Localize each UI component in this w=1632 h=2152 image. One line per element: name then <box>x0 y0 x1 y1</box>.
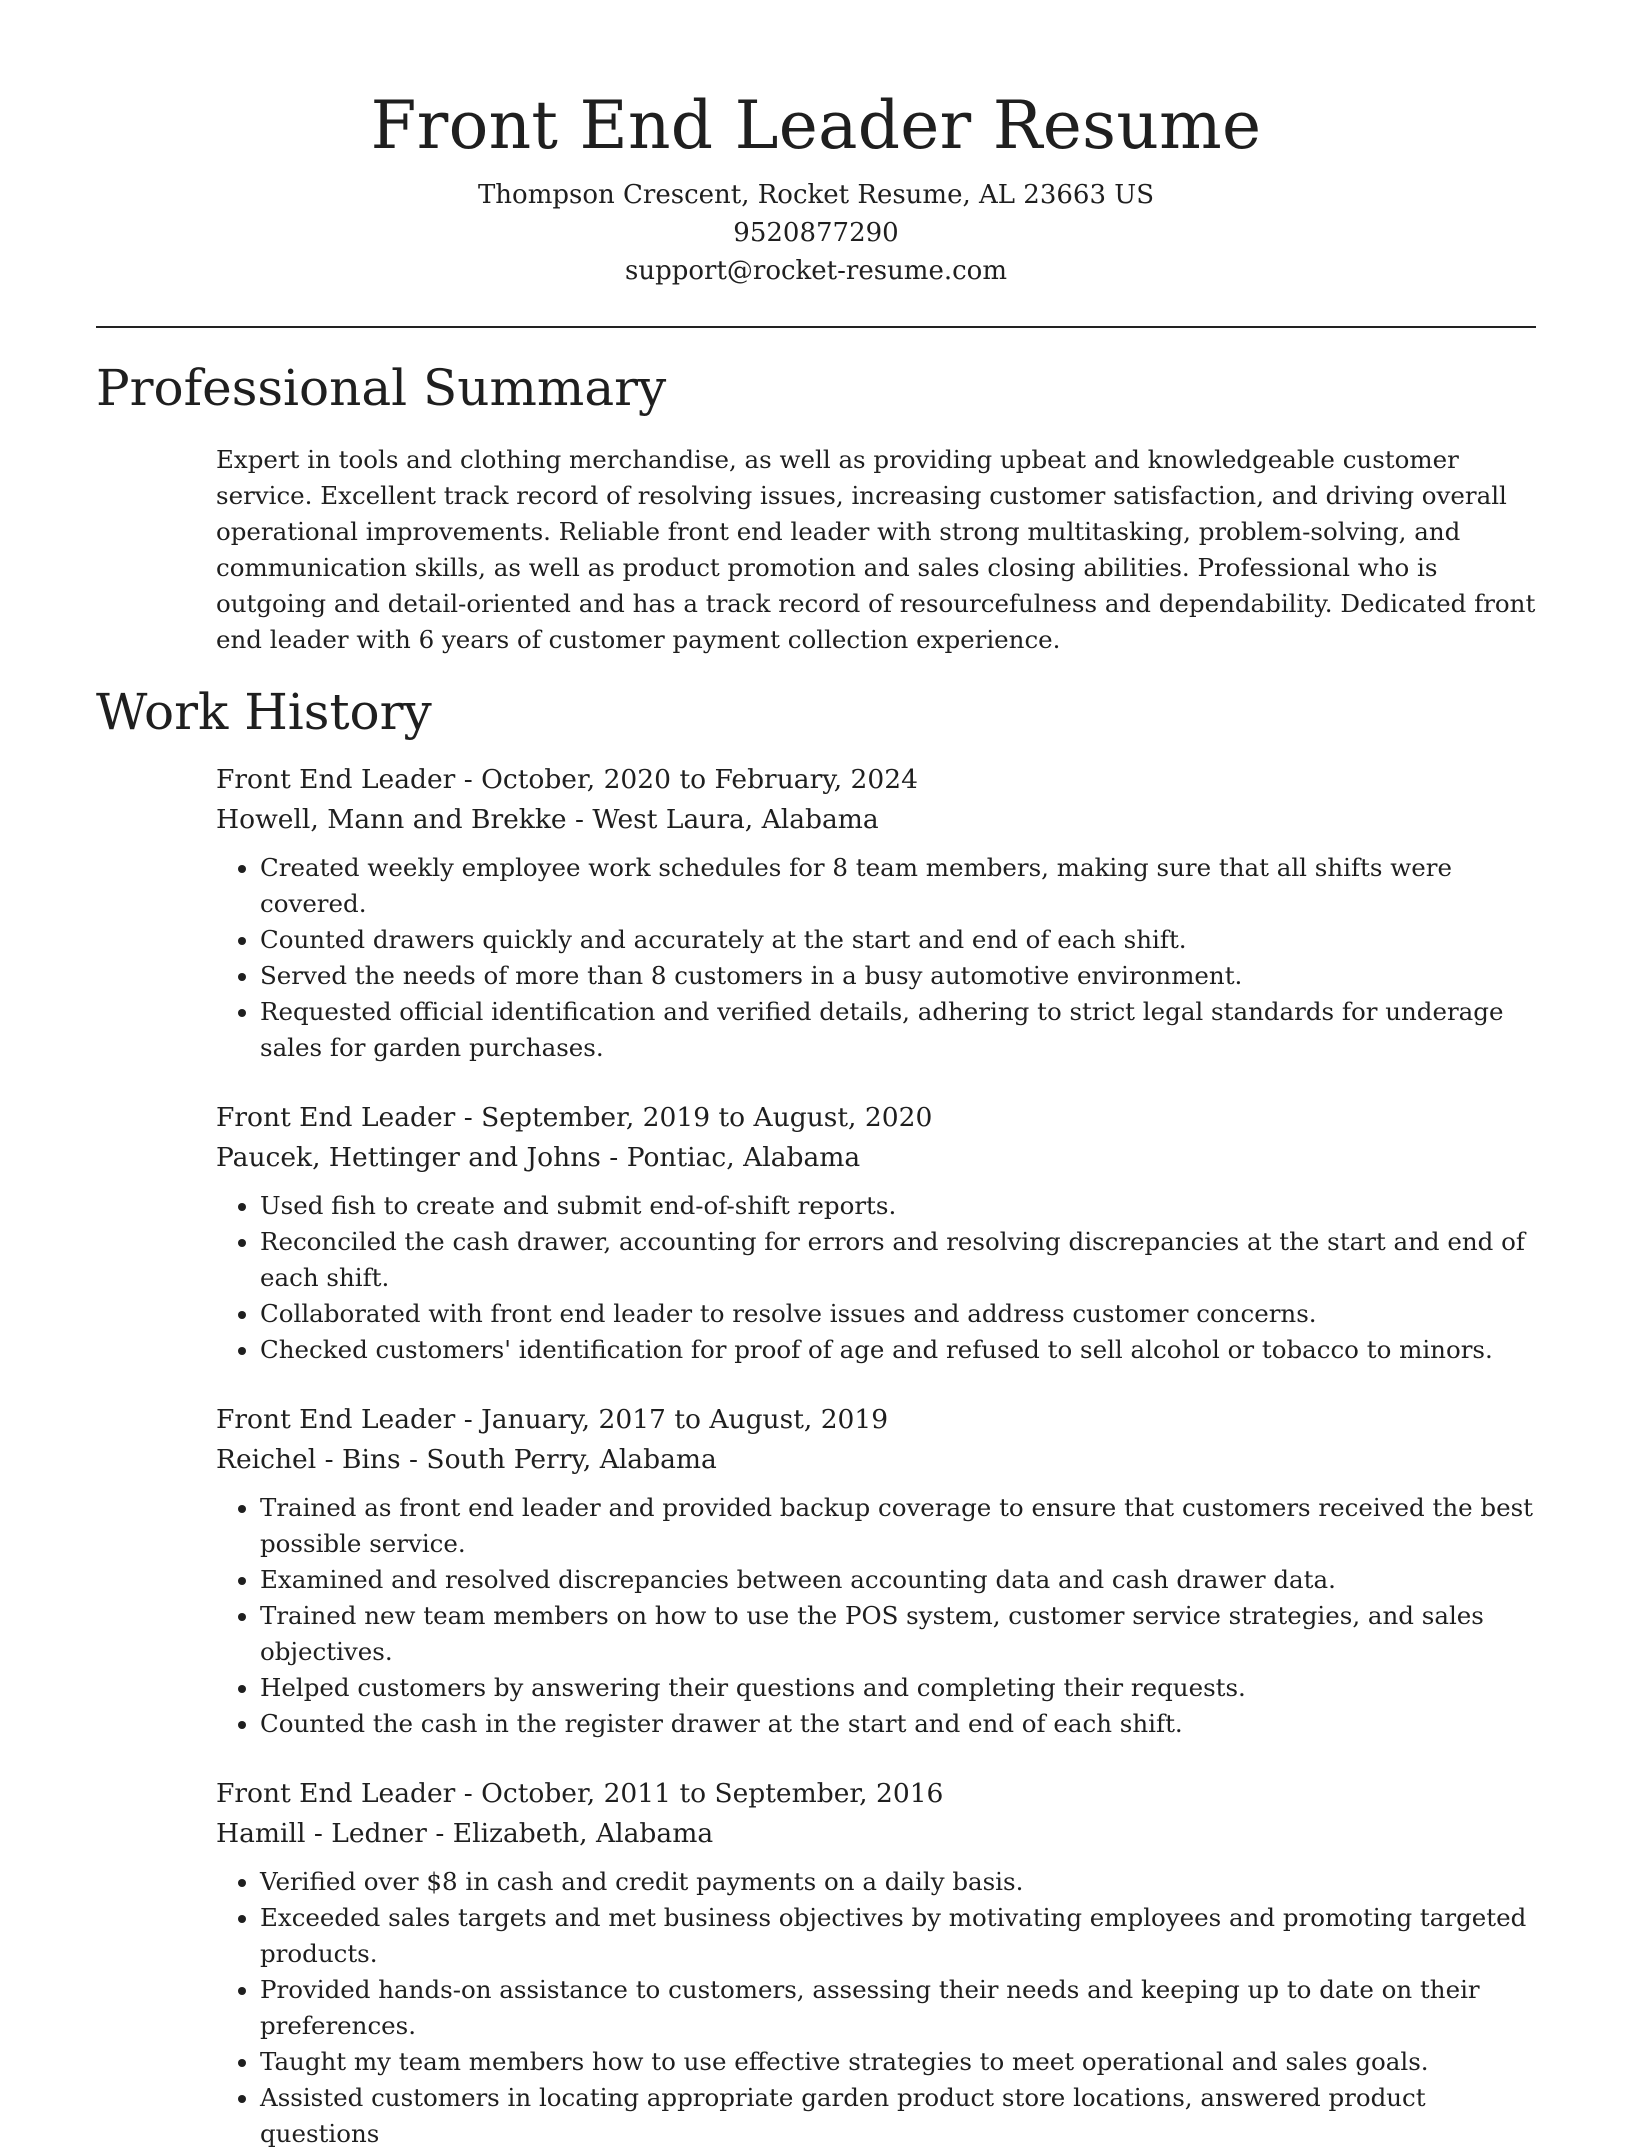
job-location: Pontiac, Alabama <box>626 1142 861 1173</box>
resume-title: Front End Leader Resume <box>370 87 1262 164</box>
job-bullets <box>216 1864 1536 2152</box>
work-history-section <box>96 682 1536 2152</box>
job-company: Howell, Mann and Brekke <box>216 804 567 835</box>
job-dates: September, 2019 to August, 2020 <box>481 1102 933 1133</box>
job-bullet: • Provided hands-on assistance to customers, assessing their needs and keeping up to date on their preferences. <box>260 1972 1536 2044</box>
contact-email: support@rocket-resume.com <box>624 256 1007 286</box>
job-bullet: • Verified over $8 in cash and credit payments on a daily basis. <box>260 1864 1536 1900</box>
job-dates: October, 2020 to February, 2024 <box>481 764 918 795</box>
job-company: Hamill - Ledner <box>216 1818 427 1849</box>
job-location: South Perry, Alabama <box>426 1444 717 1475</box>
job-dates: January, 2017 to August, 2019 <box>481 1404 889 1435</box>
job-company-line: Howell, Mann and Brekke - West Laura, Alabama <box>216 804 879 835</box>
contact-block <box>96 176 1536 290</box>
header-divider <box>96 326 1536 328</box>
job-company: Reichel - Bins <box>216 1444 401 1475</box>
job-entry <box>216 1098 1536 1368</box>
job-bullet: • Examined and resolved discrepancies between accounting data and cash drawer data. <box>260 1562 1536 1598</box>
job-bullet: • Taught my team members how to use effective strategies to meet operational and sales goals. <box>260 2044 1536 2080</box>
job-title-line: Front End Leader - September, 2019 to August, 2020 <box>216 1102 933 1133</box>
job-company-line: Paucek, Hettinger and Johns - Pontiac, Alabama <box>216 1142 861 1173</box>
job-bullet: • Trained as front end leader and provided backup coverage to ensure that customers received the best possible service. <box>260 1490 1536 1562</box>
job-company-line: Reichel - Bins - South Perry, Alabama <box>216 1444 717 1475</box>
job-dates: October, 2011 to September, 2016 <box>481 1778 944 1809</box>
job-title-line: Front End Leader - October, 2011 to September, 2016 <box>216 1778 944 1809</box>
job-bullet: • Trained new team members on how to use the POS system, customer service strategies, and sales objectives. <box>260 1598 1536 1670</box>
job-bullet: • Checked customers' identification for proof of age and refused to sell alcohol or tobacco to minors. <box>260 1332 1536 1368</box>
job-bullets <box>216 1188 1536 1368</box>
job-entry <box>216 1774 1536 2152</box>
summary-text: Expert in tools and clothing merchandise, as well as providing upbeat and knowledgeable customer service. Excellent track record of resolving issues, increasing customer satisfaction, and driving overall operational improvements. Reliable front end leader with strong multitasking, problem-solving, and communication skills, as well as product promotion and sales closing abilities. Professional who is outgoing and detail-oriented and has a track record of resourcefulness and dependability. Dedicated front end leader with 6 years of customer payment collection experience. <box>216 445 1536 654</box>
job-company: Paucek, Hettinger and Johns <box>216 1142 601 1173</box>
summary-heading: Professional Summary <box>96 359 667 417</box>
job-entry <box>216 1400 1536 1742</box>
job-bullet: • Used fish to create and submit end-of-shift reports. <box>260 1188 1536 1224</box>
summary-section <box>96 358 1536 658</box>
job-title-line: Front End Leader - October, 2020 to February, 2024 <box>216 764 918 795</box>
job-bullet: • Assisted customers in locating appropriate garden product store locations, answered product questions <box>260 2080 1536 2152</box>
job-bullets <box>216 850 1536 1066</box>
contact-address: Thompson Crescent, Rocket Resume, AL 23663 US <box>477 180 1155 210</box>
job-role: Front End Leader <box>216 1404 456 1435</box>
job-bullet: • Served the needs of more than 8 customers in a busy automotive environment. <box>260 958 1536 994</box>
resume-page <box>96 0 1536 2152</box>
job-company-line: Hamill - Ledner - Elizabeth, Alabama <box>216 1818 714 1849</box>
job-bullet: • Reconciled the cash drawer, accounting for errors and resolving discrepancies at the start and end of each shift. <box>260 1224 1536 1296</box>
job-location: Elizabeth, Alabama <box>452 1818 714 1849</box>
contact-phone: 9520877290 <box>733 218 899 248</box>
job-entry <box>216 760 1536 1066</box>
job-role: Front End Leader <box>216 764 456 795</box>
work-history-heading: Work History <box>96 683 432 741</box>
job-role: Front End Leader <box>216 1778 456 1809</box>
job-bullet: • Counted the cash in the register drawer at the start and end of each shift. <box>260 1706 1536 1742</box>
job-bullet: • Exceeded sales targets and met business objectives by motivating employees and promoting targeted products. <box>260 1900 1536 1972</box>
resume-header <box>96 0 1536 290</box>
job-role: Front End Leader <box>216 1102 456 1133</box>
job-bullet: • Counted drawers quickly and accurately at the start and end of each shift. <box>260 922 1536 958</box>
job-bullet: • Created weekly employee work schedules for 8 team members, making sure that all shifts were covered. <box>260 850 1536 922</box>
job-bullet: • Collaborated with front end leader to resolve issues and address customer concerns. <box>260 1296 1536 1332</box>
job-bullets <box>216 1490 1536 1742</box>
job-bullet: • Helped customers by answering their questions and completing their requests. <box>260 1670 1536 1706</box>
job-title-line: Front End Leader - January, 2017 to August, 2019 <box>216 1404 889 1435</box>
job-bullet: • Requested official identification and verified details, adhering to strict legal standards for underage sales for garden purchases. <box>260 994 1536 1066</box>
job-location: West Laura, Alabama <box>592 804 879 835</box>
